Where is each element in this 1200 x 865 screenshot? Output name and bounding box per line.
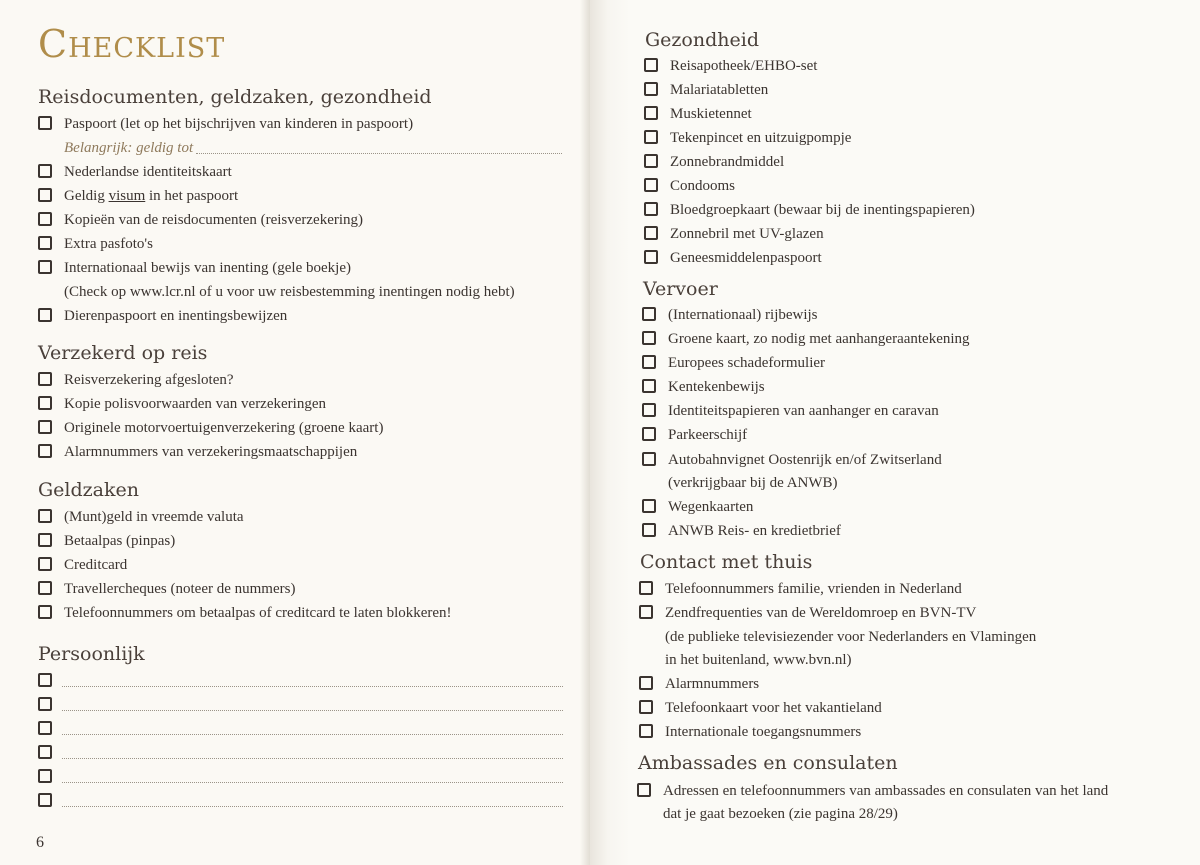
checkbox[interactable]	[38, 188, 52, 202]
checkbox[interactable]	[38, 212, 52, 226]
heading-ambassades: Ambassades en consulaten	[638, 752, 898, 774]
item-label: Paspoort (let op het bijschrijven van kinderen in paspoort)	[64, 116, 414, 132]
item-label: Alarmnummers van verzekeringsmaatschappijen	[64, 444, 358, 460]
heading-geldzaken: Geldzaken	[38, 479, 139, 501]
checkbox[interactable]	[38, 509, 52, 523]
heading-vervoer: Vervoer	[643, 278, 718, 300]
item-label: Travellercheques (noteer de nummers)	[64, 581, 296, 597]
item-label: Zendfrequenties van de Wereldomroep en BVN-TV	[665, 605, 977, 621]
item-label: Zonnebrandmiddel	[670, 154, 785, 170]
item-label: Telefoonnummers familie, vrienden in Nederland	[665, 581, 962, 597]
write-line[interactable]	[62, 782, 563, 783]
item-label: Kopieën van de reisdocumenten (reisverzekering)	[64, 212, 364, 228]
zend-note-1: (de publieke televisiezender voor Nederlanders en Vlamingen	[665, 629, 1037, 645]
item-label: Creditcard	[64, 557, 128, 573]
item-label: (Internationaal) rijbewijs	[668, 307, 818, 323]
item-label: Identiteitspapieren van aanhanger en caravan	[668, 403, 939, 419]
item-label: Reisapotheek/EHBO-set	[670, 58, 818, 74]
checkbox[interactable]	[38, 697, 52, 711]
item-label: Betaalpas (pinpas)	[64, 533, 176, 549]
geldig-tot-line[interactable]	[196, 153, 562, 154]
checkbox[interactable]	[644, 226, 658, 240]
write-line[interactable]	[62, 806, 563, 807]
checkbox[interactable]	[644, 130, 658, 144]
item-label: Autobahnvignet Oostenrijk en/of Zwitserland	[668, 452, 942, 468]
checkbox[interactable]	[38, 557, 52, 571]
checkbox[interactable]	[642, 427, 656, 441]
checkbox[interactable]	[639, 605, 653, 619]
item-label: Kopie polisvoorwaarden van verzekeringen	[64, 396, 326, 412]
write-line[interactable]	[62, 686, 563, 687]
checkbox[interactable]	[644, 106, 658, 120]
write-line[interactable]	[62, 710, 563, 711]
inenting-note: (Check op www.lcr.nl of u voor uw reisbestemming inentingen nodig hebt)	[64, 284, 515, 300]
item-label: Bloedgroepkaart (bewaar bij de inentingspapieren)	[670, 202, 975, 218]
item-label: Parkeerschijf	[668, 427, 748, 443]
left-page	[0, 0, 590, 865]
checkbox[interactable]	[38, 164, 52, 178]
checkbox[interactable]	[38, 420, 52, 434]
blank-checklist-row[interactable]	[38, 692, 563, 716]
checkbox[interactable]	[639, 724, 653, 738]
item-label: Originele motorvoertuigenverzekering (groene kaart)	[64, 420, 384, 436]
checkbox[interactable]	[38, 396, 52, 410]
visum-word: visum	[108, 188, 146, 204]
autobahn-note: (verkrijgbaar bij de ANWB)	[668, 475, 838, 491]
blank-checklist-row[interactable]	[38, 764, 563, 788]
checkbox[interactable]	[38, 769, 52, 783]
zend-note-2: in het buitenland, www.bvn.nl)	[665, 652, 852, 668]
checkbox[interactable]	[38, 236, 52, 250]
checkbox[interactable]	[644, 82, 658, 96]
checkbox[interactable]	[642, 452, 656, 466]
checkbox[interactable]	[38, 260, 52, 274]
item-label: Malariatabletten	[670, 82, 769, 98]
checkbox[interactable]	[38, 372, 52, 386]
item-label: Groene kaart, zo nodig met aanhangeraantekening	[668, 331, 970, 347]
checkbox[interactable]	[642, 523, 656, 537]
belangrijk-note: Belangrijk: geldig tot	[64, 140, 194, 156]
checkbox[interactable]	[644, 202, 658, 216]
item-label: Europees schadeformulier	[668, 355, 826, 371]
item-label: Wegenkaarten	[668, 499, 754, 515]
item-label: Condooms	[670, 178, 736, 194]
item-label: Adressen en telefoonnummers van ambassades en consulaten van het land	[663, 783, 1109, 799]
checkbox[interactable]	[38, 581, 52, 595]
write-line[interactable]	[62, 734, 563, 735]
heading-gezondheid: Gezondheid	[645, 29, 759, 51]
checkbox[interactable]	[642, 355, 656, 369]
heading-verzekerd: Verzekerd op reis	[38, 342, 208, 364]
item-label: Zonnebril met UV-glazen	[670, 226, 824, 242]
item-label: Geneesmiddelenpaspoort	[670, 250, 822, 266]
checkbox[interactable]	[644, 250, 658, 264]
page-title: Checklist	[38, 22, 226, 66]
checkbox[interactable]	[38, 721, 52, 735]
item-label: Alarmnummers	[665, 676, 760, 692]
checkbox[interactable]	[639, 700, 653, 714]
page-number: 6	[36, 834, 44, 851]
item-label: Kentekenbewijs	[668, 379, 765, 395]
checkbox[interactable]	[38, 793, 52, 807]
visum-prefix: Geldig	[64, 188, 109, 204]
item-label: Telefoonkaart voor het vakantieland	[665, 700, 882, 716]
write-line[interactable]	[62, 758, 563, 759]
item-label: Internationaal bewijs van inenting (gele boekje)	[64, 260, 351, 276]
blank-checklist-row[interactable]	[38, 668, 563, 692]
item-label: Dierenpaspoort en inentingsbewijzen	[64, 308, 288, 324]
checkbox[interactable]	[38, 745, 52, 759]
checkbox[interactable]	[642, 499, 656, 513]
checkbox[interactable]	[38, 444, 52, 458]
checkbox[interactable]	[38, 116, 52, 130]
heading-reisdocumenten: Reisdocumenten, geldzaken, gezondheid	[38, 86, 432, 108]
item-label	[64, 184, 238, 208]
checkbox[interactable]	[38, 605, 52, 619]
item-label: Telefoonnummers om betaalpas of creditcard te laten blokkeren!	[64, 605, 452, 621]
item-label: ANWB Reis- en kredietbrief	[668, 523, 841, 539]
checkbox[interactable]	[639, 581, 653, 595]
checkbox[interactable]	[637, 783, 651, 797]
item-label: Tekenpincet en uitzuigpompje	[670, 130, 852, 146]
checkbox[interactable]	[642, 379, 656, 393]
visum-suffix: in het paspoort	[145, 188, 239, 204]
item-label: Muskietennet	[670, 106, 752, 122]
heading-persoonlijk: Persoonlijk	[38, 643, 145, 665]
checkbox[interactable]	[642, 307, 656, 321]
right-page	[590, 0, 1200, 865]
checkbox[interactable]	[644, 154, 658, 168]
item-label: (Munt)geld in vreemde valuta	[64, 509, 244, 525]
checkbox[interactable]	[38, 308, 52, 322]
checkbox[interactable]	[642, 331, 656, 345]
item-label: Reisverzekering afgesloten?	[64, 372, 234, 388]
blank-checklist-row[interactable]	[38, 788, 563, 812]
checkbox[interactable]	[38, 673, 52, 687]
checkbox[interactable]	[642, 403, 656, 417]
item-label: Nederlandse identiteitskaart	[64, 164, 232, 180]
ambassades-note: dat je gaat bezoeken (zie pagina 28/29)	[663, 806, 898, 822]
blank-checklist-row[interactable]	[38, 740, 563, 764]
checkbox[interactable]	[644, 178, 658, 192]
heading-contact: Contact met thuis	[640, 551, 813, 573]
checkbox[interactable]	[644, 58, 658, 72]
item-label: Internationale toegangsnummers	[665, 724, 862, 740]
checkbox[interactable]	[38, 533, 52, 547]
item-label: Extra pasfoto's	[64, 236, 153, 252]
checkbox[interactable]	[639, 676, 653, 690]
blank-checklist-row[interactable]	[38, 716, 563, 740]
